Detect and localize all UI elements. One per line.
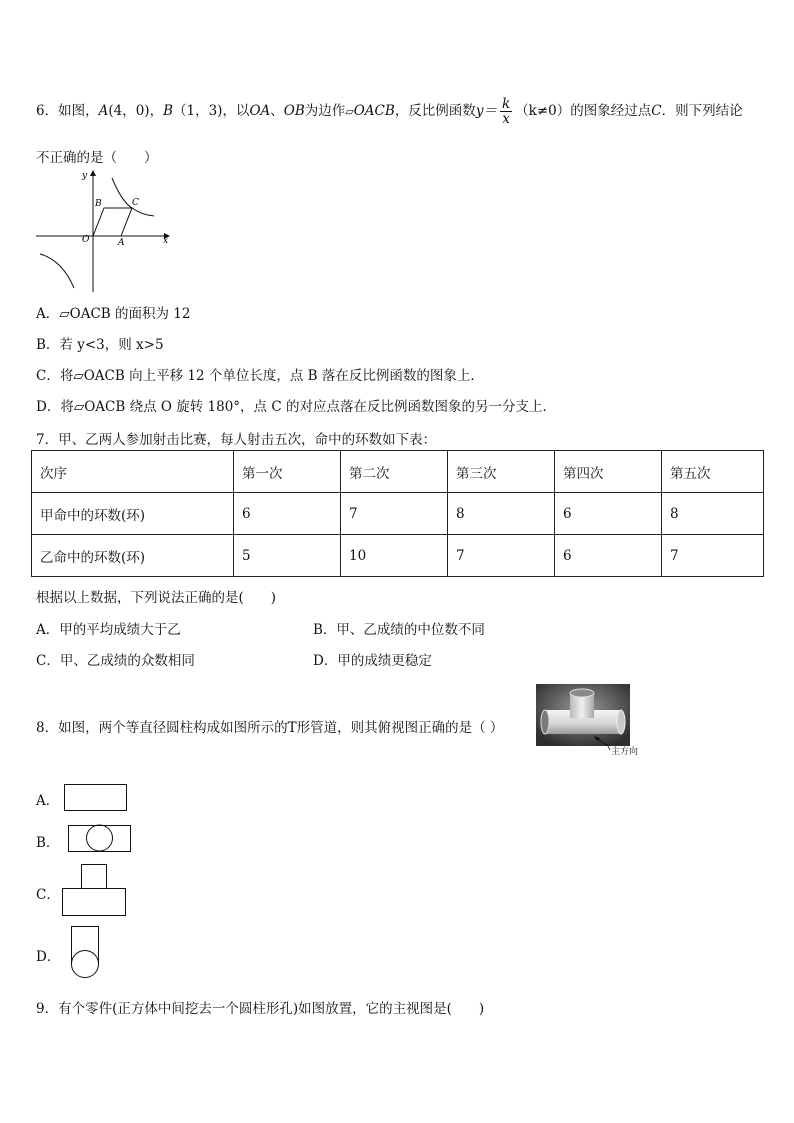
q7-option-d	[313, 649, 432, 669]
q7-stem: 7．甲、乙两人参加射击比赛，每人射击五次，命中的环数如下表：	[36, 432, 437, 448]
q7-option-b	[313, 618, 485, 638]
option-d-circle	[72, 951, 99, 978]
option-text: 甲、乙成绩的众数相同	[59, 653, 195, 669]
table-cell: 8	[662, 493, 764, 535]
point-c-label: C	[651, 103, 662, 119]
table-cell: 6	[555, 535, 662, 577]
y-axis-arrow	[90, 170, 96, 176]
hyperbola-branch-lower	[40, 254, 74, 288]
q8-option-d-label: D．	[36, 949, 61, 965]
parallelogram-oacb	[93, 208, 132, 236]
table-cell: 5	[234, 535, 341, 577]
option-text: ▱OACB 的面积为 12	[59, 306, 191, 322]
graph-label-x: x	[163, 236, 169, 246]
pipe-top-opening	[570, 689, 594, 697]
table-header-cell: 第三次	[448, 451, 555, 493]
option-b-rectangle	[69, 826, 131, 852]
table-header-cell: 第二次	[341, 451, 448, 493]
option-text: 甲、乙成绩的中位数不同	[336, 622, 485, 638]
q8-option-c-figure	[62, 864, 128, 918]
table-header-cell: 第四次	[555, 451, 662, 493]
fraction-denominator: x	[502, 111, 510, 127]
table-row	[32, 493, 764, 535]
q6-text-2: 为边作	[304, 103, 346, 119]
point-b-coord: （1，3)	[172, 103, 223, 119]
segment-oa: OA	[249, 103, 271, 119]
q6-text-1: ，以	[222, 103, 250, 119]
q8-option-d-figure	[69, 926, 101, 980]
table-header-cell: 次序	[32, 451, 234, 493]
option-text: 甲的成绩更稳定	[337, 653, 432, 669]
segment-ob: OB	[283, 103, 305, 119]
point-b-label: B	[163, 103, 173, 119]
option-c-top-rectangle	[82, 865, 107, 889]
t-pipe-photo	[536, 684, 656, 760]
option-label: B．	[313, 622, 337, 638]
table-header-row	[32, 451, 764, 493]
separator: ，	[149, 103, 164, 119]
q8-option-a-label: A．	[36, 793, 60, 809]
table-cell: 乙命中的环数(环)	[32, 535, 234, 577]
q6-stem-line1	[36, 97, 743, 126]
q6-text-5: ．则下列结论	[661, 103, 743, 119]
q6-text-3: ，反比例函数	[394, 103, 476, 119]
q8-option-b-label: B．	[36, 835, 60, 851]
table-cell: 6	[555, 493, 662, 535]
fraction-numerator: k	[501, 96, 511, 112]
table-cell: 甲命中的环数(环)	[32, 493, 234, 535]
parallelogram-symbol: ▱	[345, 105, 354, 118]
option-text: 若 y<3，则 x>5	[59, 337, 164, 353]
hyperbola-branch-upper	[112, 178, 154, 216]
table-cell: 7	[341, 493, 448, 535]
k-condition: （k≠0）	[515, 103, 571, 119]
q7-score-table	[31, 450, 764, 577]
pipe-right-opening	[617, 710, 625, 734]
fraction-k-over-x	[500, 97, 512, 126]
table-cell: 8	[448, 493, 555, 535]
q6-option-d	[36, 395, 556, 415]
q8-option-c-label: C．	[36, 887, 60, 903]
graph-label-c: C	[132, 198, 139, 208]
option-b-circle	[87, 825, 113, 851]
option-label: A．	[36, 306, 60, 322]
table-cell: 7	[448, 535, 555, 577]
graph-label-y: y	[82, 171, 88, 181]
option-c-bottom-rectangle	[63, 889, 126, 916]
pipe-left-opening	[541, 710, 549, 734]
photo-caption: 主方向	[611, 747, 639, 757]
graph-label-a: A	[118, 238, 125, 248]
q9-stem: 9．有个零件(正方体中间挖去一个圆柱形孔)如图放置，它的主视图是( )	[36, 1001, 485, 1017]
point-a-coord: (4，0)	[108, 103, 150, 119]
separator: 、	[270, 103, 284, 119]
option-label: D．	[313, 653, 338, 669]
q6-option-a	[36, 302, 190, 322]
q8-option-a-figure	[64, 784, 128, 812]
table-cell: 7	[662, 535, 764, 577]
q7-option-c	[36, 649, 195, 669]
q7-option-a	[36, 618, 181, 638]
table-header-cell: 第一次	[234, 451, 341, 493]
option-label: C．	[36, 368, 60, 384]
option-text: 将▱OACB 向上平移 12 个单位长度，点 B 落在反比例函数的图象上．	[59, 368, 484, 384]
q6-option-b	[36, 333, 164, 353]
graph-label-b: B	[95, 199, 102, 209]
table-row	[32, 535, 764, 577]
option-text: 将▱OACB 绕点 O 旋转 180°，点 C 的对应点落在反比例函数图象的另一分支上．	[60, 399, 556, 415]
table-cell: 6	[234, 493, 341, 535]
option-label: C．	[36, 653, 60, 669]
direction-leader	[608, 746, 610, 750]
table-cell: 10	[341, 535, 448, 577]
table-header-cell: 第五次	[662, 451, 764, 493]
q6-stem-start: 6．如图，	[36, 103, 99, 119]
parallelogram-name: OACB	[353, 103, 395, 119]
q6-text-4: 的图象经过点	[570, 103, 652, 119]
q7-question: 根据以上数据，下列说法正确的是( )	[36, 590, 277, 606]
q6-stem-line2: 不正确的是（ ）	[36, 150, 158, 166]
q6-coordinate-graph	[36, 168, 171, 296]
graph-label-o: O	[82, 235, 90, 245]
option-label: D．	[36, 399, 61, 415]
option-text: 甲的平均成绩大于乙	[59, 622, 181, 638]
option-a-rectangle	[65, 785, 127, 811]
q8-stem: 8．如图，两个等直径圆柱构成如图所示的T形管道，则其俯视图正确的是（ ）	[36, 720, 504, 736]
function-y-eq: y＝	[475, 103, 497, 119]
q8-option-b-figure	[68, 823, 132, 853]
option-label: A．	[36, 622, 60, 638]
q6-option-c	[36, 364, 484, 384]
option-label: B．	[36, 337, 60, 353]
point-a-label: A	[98, 103, 109, 119]
